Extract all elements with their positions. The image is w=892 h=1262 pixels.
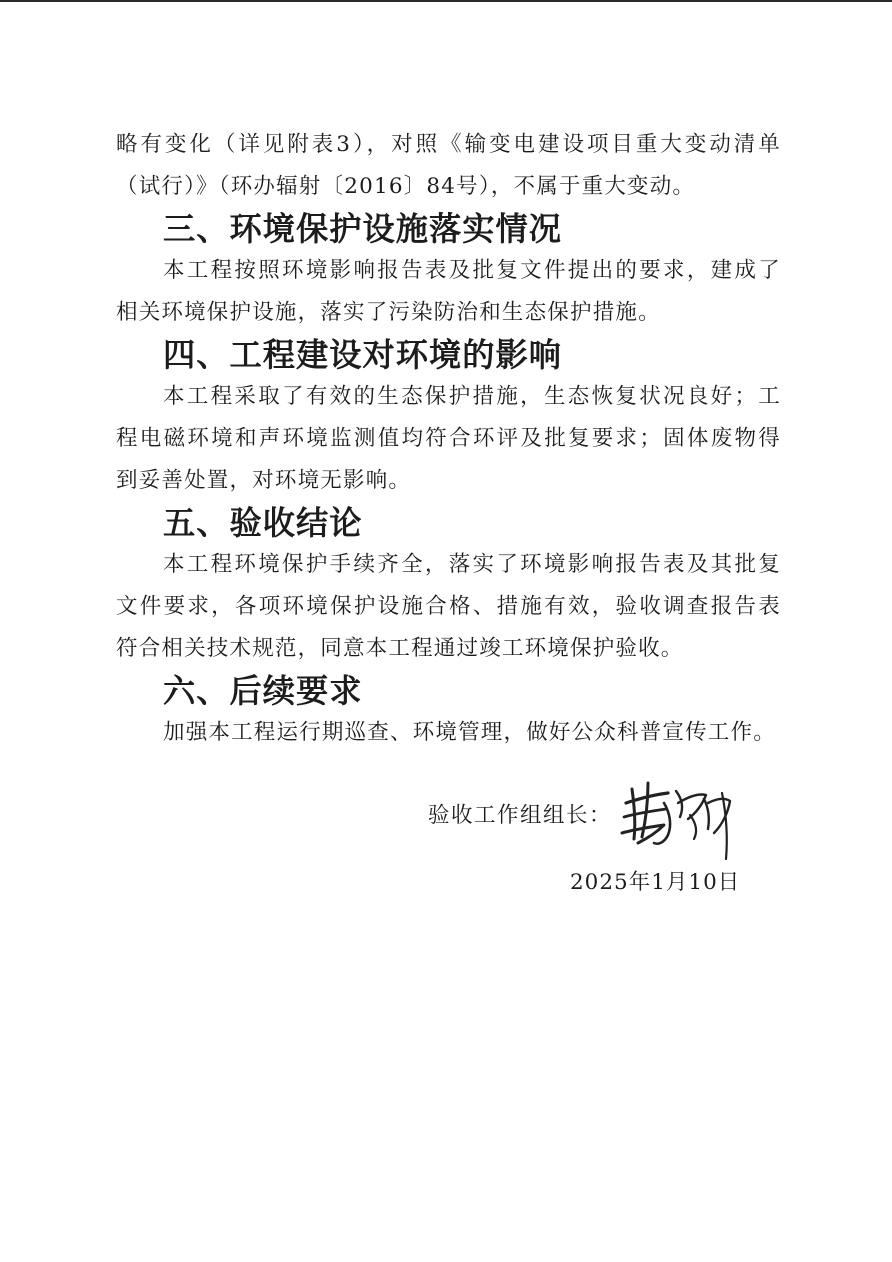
- document-body: [116, 124, 781, 754]
- paragraph-line: 本工程采取了有效的生态保护措施，生态恢复状况良好；工: [163, 384, 781, 409]
- section-heading-acceptance-conclusion: 五、验收结论: [163, 504, 363, 542]
- signature-label: 验收工作组组长：: [428, 803, 613, 828]
- section-heading-protection-facilities: 三、环境保护设施落实情况: [163, 210, 562, 248]
- paragraph-line: 符合相关技术规范，同意本工程通过竣工环境保护验收。: [116, 636, 684, 661]
- handwritten-signature-icon: [618, 773, 748, 863]
- paragraph-line: 程电磁环境和声环境监测值均符合环评及批复要求；固体废物得: [116, 426, 781, 451]
- signature-date: 2025年1月10日: [570, 870, 741, 895]
- paragraph-line: 相关环境保护设施，落实了污染防治和生态保护措施。: [116, 300, 661, 325]
- section-heading-environmental-impact: 四、工程建设对环境的影响: [163, 336, 562, 374]
- paragraph-change-assessment: [116, 124, 781, 208]
- paragraph-line: 本工程按照环境影响报告表及批复文件提出的要求，建成了: [163, 258, 781, 283]
- paragraph-protection-facilities: [116, 250, 781, 334]
- paragraph-line: 加强本工程运行期巡查、环境管理，做好公众科普宣传工作。: [163, 720, 776, 745]
- paragraph-line: 到妥善处置，对环境无影响。: [116, 468, 412, 493]
- paragraph-line: 略有变化（详见附表3），对照《输变电建设项目重大变动清单: [116, 132, 781, 157]
- section-heading-follow-up-requirements: 六、后续要求: [163, 672, 363, 710]
- paragraph-line: （试行）》（环办辐射〔2016〕84号），不属于重大变动。: [116, 174, 696, 199]
- paragraph-environmental-impact: [116, 376, 781, 502]
- paragraph-line: 文件要求，各项环境保护设施合格、措施有效，验收调查报告表: [116, 594, 781, 619]
- paragraph-acceptance-conclusion: [116, 544, 781, 670]
- paragraph-follow-up-requirements: [116, 712, 781, 754]
- paragraph-line: 本工程环境保护手续齐全，落实了环境影响报告表及其批复: [163, 552, 781, 577]
- top-border-line: [0, 0, 892, 2]
